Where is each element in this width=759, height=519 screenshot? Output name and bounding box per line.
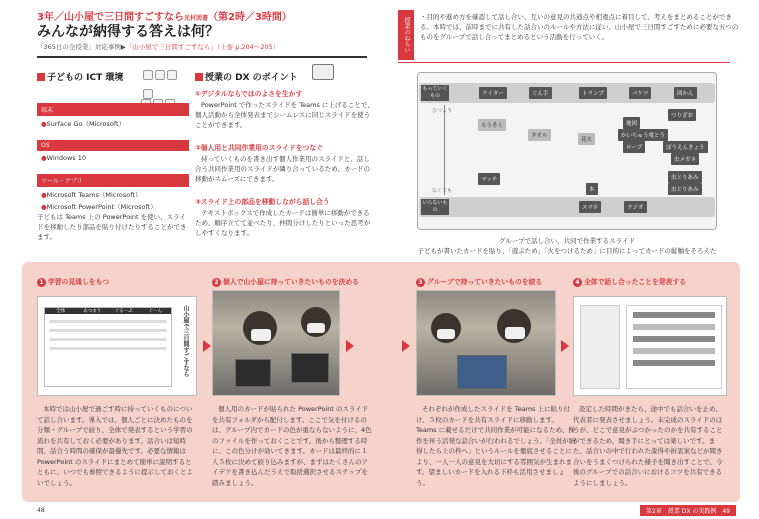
dx-point [195, 142, 375, 184]
aim-divider [398, 62, 730, 63]
step-text: 設定した時間がきたら、途中でも話合いを止め、代表者に発表させましょう。未完成のスライドのほうが、どこで意見がぶつかったのかを共有することができるため、聞き手にとっては楽しいです。また、話合いの中で行われた説得や折衷案などが聞き合いをうまくつけられた様子を聞き出すことで、今後のグループでの話合いにおけるコツを共有できるようにしましょう。 [573, 405, 723, 487]
teams-logo-icon [312, 64, 334, 80]
card[interactable]: つりざお [668, 109, 696, 121]
ref-book: 「山小屋で三日間すごすなら」（上巻 p.204〜205） [125, 43, 280, 51]
step-heading: 2 個人で山小屋に持っていきたいものを決める [212, 276, 372, 287]
reference-line [37, 42, 279, 51]
dx-point-text: 持っていくものを書き出す個人作業用のスライドと、話し合う共同作業用のスライドが隣り合っているため、カードの移動がスムーズにできます。 [195, 155, 371, 183]
card[interactable]: ラジオ [624, 201, 647, 213]
lesson-plan-image [37, 296, 197, 396]
diagram-caption [417, 236, 717, 256]
not-needed-band [419, 197, 715, 217]
doc-title: 山小屋で三日間すごすなら [182, 305, 189, 377]
dx-point-title: ②個人用と共同作業用のスライドをつなぐ [195, 144, 323, 152]
step-text: それぞれが作成したスライドを Teams 上に貼り付け、５枚のカードを共有スライドに移動します。Teams に載せるだけで共同作業が可能になるため、操作を伴う活発な話合いが行われるでしょう。「全員が納得したら上の枠へ」というルールを徹底させることにより、一人一人の意見を大切にする雰囲気が生まれます。望ましいカードを入れる下枠も活用させましょう。 [416, 405, 576, 487]
card[interactable]: タオル [528, 129, 551, 141]
card[interactable]: 地図 [623, 117, 640, 129]
card[interactable]: ロープ [623, 141, 645, 153]
camera-icon [155, 70, 165, 80]
axis-bottom-label: なくても [432, 188, 453, 194]
need-axis [444, 105, 445, 195]
step-arrow-icon [346, 340, 354, 352]
ict-item: ●Microsoft Teams（Microsoft） [41, 191, 142, 199]
card[interactable]: かいちゅう電とう [618, 129, 668, 141]
card[interactable]: マッチ [478, 173, 500, 185]
step-text: 本時では山小屋で過ごす時に持っていくものについて話し合います。導入では、個人ごとに決めたものを分類・グループで絞り、全体で発表するという学習の流れを共有しておく必要があります。話合いは短時間、話合う時間の確保が最優先です。必要な情報は PowerPoint のスライドにまとめて簡単に説明するとともに、いつでも参照できるように提示しておくとよいでしょう。 [37, 405, 193, 487]
bring-band [419, 83, 715, 103]
presentation-slide-image [573, 296, 727, 396]
dx-point-text: PowerPoint で作ったスライドを Teams に上げることで、個人活動から全体発表までシームレスに同じスライドを使うことができます。 [195, 101, 374, 129]
card[interactable]: 虫とりあみ [668, 183, 702, 195]
step-text: 個人用のカードが貼られた PowerPoint のスライドを共有フォルダから配付します。ここで気を付けるのは、グループ内でカードの色が重ならないように、4色のファイルを作っておくことです。後から整理する時に、この色分けが効いてきます。カードは最終的に１人５枚に決めて絞り込みますが、まずはたくさんのアイデアを書き込んだうえで取捨選択させるステップを踏みましょう。 [212, 405, 372, 487]
ict-item: ●Windows 10 [41, 154, 87, 162]
card[interactable]: 虫とりあみ [668, 171, 702, 183]
step-heading: 1 学習の見通しをもつ [37, 276, 197, 287]
header-divider [37, 56, 367, 58]
step-3 [416, 276, 576, 287]
step-1 [37, 276, 197, 287]
dx-point-title: ③スライド上の部品を移動しながら話し合う [195, 198, 330, 206]
classroom-photo [212, 290, 340, 396]
dx-point-text: テキストボックスで作成したカードは簡単に移動ができるため、順序立てて並べたり、仲間分けしたりといった思考がしやすくなります。 [195, 209, 371, 237]
step-heading: 3 グループで持っていきたいものを絞る [416, 276, 576, 287]
doc-col: 全体 [56, 309, 66, 314]
bring-label: もっていくもの [422, 86, 448, 99]
step-arrow-icon [402, 340, 410, 352]
publisher-tag: 光村図書 [183, 15, 208, 22]
dx-heading: 授業の DX のポイント [195, 70, 298, 83]
lesson-name: 3年／山小屋で三日間すごすなら [37, 12, 184, 23]
ref-prefix: 「365日の全授業」対応事例▶ [37, 43, 126, 51]
card[interactable]: スマホ [579, 201, 601, 213]
doc-grid [44, 307, 172, 387]
doc-col: あつまり [83, 309, 102, 314]
ict-category: OS [37, 140, 189, 151]
classroom-photo [416, 290, 556, 396]
ict-category: 端末 [37, 103, 189, 116]
dx-point [195, 88, 375, 130]
doc-col: ぐるーぷ [114, 309, 133, 314]
dx-point-title: ①デジタルならではのよさを生かす [195, 90, 303, 98]
step-4 [573, 276, 733, 287]
caption-line: グループで話し合い、共同で作業するスライド [499, 237, 635, 245]
step-arrow-icon [561, 340, 569, 352]
caption-line: 子どもが書いたカードを貼り、「遊ぶため」「火をつけるため」に目的によってカードの縦軸をそろえた [417, 247, 717, 255]
aim-label: 授業のねらい [398, 10, 414, 60]
step-arrow-icon [203, 340, 211, 352]
axis-top-label: ひつよう [432, 108, 453, 114]
card[interactable]: バケツ [629, 87, 651, 99]
ict-heading: 子どもの ICT 環境 [37, 70, 123, 83]
card[interactable]: 虫メガネ [671, 153, 699, 165]
tablet-icon [143, 70, 153, 80]
lesson-period: （第2時／3時間） [207, 12, 292, 23]
ict-item: ●Microsoft PowerPoint（Microsoft） [41, 203, 157, 211]
dx-point [195, 196, 375, 238]
card[interactable]: トランプ [579, 87, 607, 99]
ict-category: ツール・アプリ [37, 174, 189, 187]
card[interactable]: 図かん [674, 87, 697, 99]
keyboard-icon [167, 70, 177, 80]
page-number-right: 第2章 授業 DX の実践例 49 [640, 505, 736, 516]
doc-col: ぐーん [148, 309, 162, 314]
not-needed-label: いらないもの [422, 200, 448, 213]
ict-environment [37, 97, 189, 211]
page-number-left: 48 [37, 507, 45, 514]
page-title: みんなが納得する答えは何？ [37, 24, 219, 40]
step-heading: 4 全体で話し合ったことを発表する [573, 276, 733, 287]
ict-item: ●Surface Go（Microsoft） [41, 120, 126, 128]
card[interactable]: ライター [479, 87, 507, 99]
card[interactable]: ぐん手 [529, 87, 552, 99]
card[interactable]: 花火 [578, 133, 595, 145]
ict-note: 子どもは Teams 上の PowerPoint を使い、スライドを移動したり部品を貼り付けたりすることができます。 [37, 213, 187, 241]
card[interactable]: ろうそく [478, 119, 506, 131]
aim-text: ・目的や進め方を確認して話し合い、互いの意見の共通点や相違点に着目して、考えをまとめることができる。本時では、前時までに共有した話合いのルールや方法に従い、山小屋で三日間すごすために必要な五つのものをグループで話し合ってまとめるという活動を行っていく。 [420, 13, 739, 41]
card[interactable]: ぼうえんきょう [663, 141, 708, 153]
step-2 [212, 276, 372, 287]
card[interactable]: 本 [586, 183, 598, 195]
group-slide-diagram [417, 72, 717, 230]
